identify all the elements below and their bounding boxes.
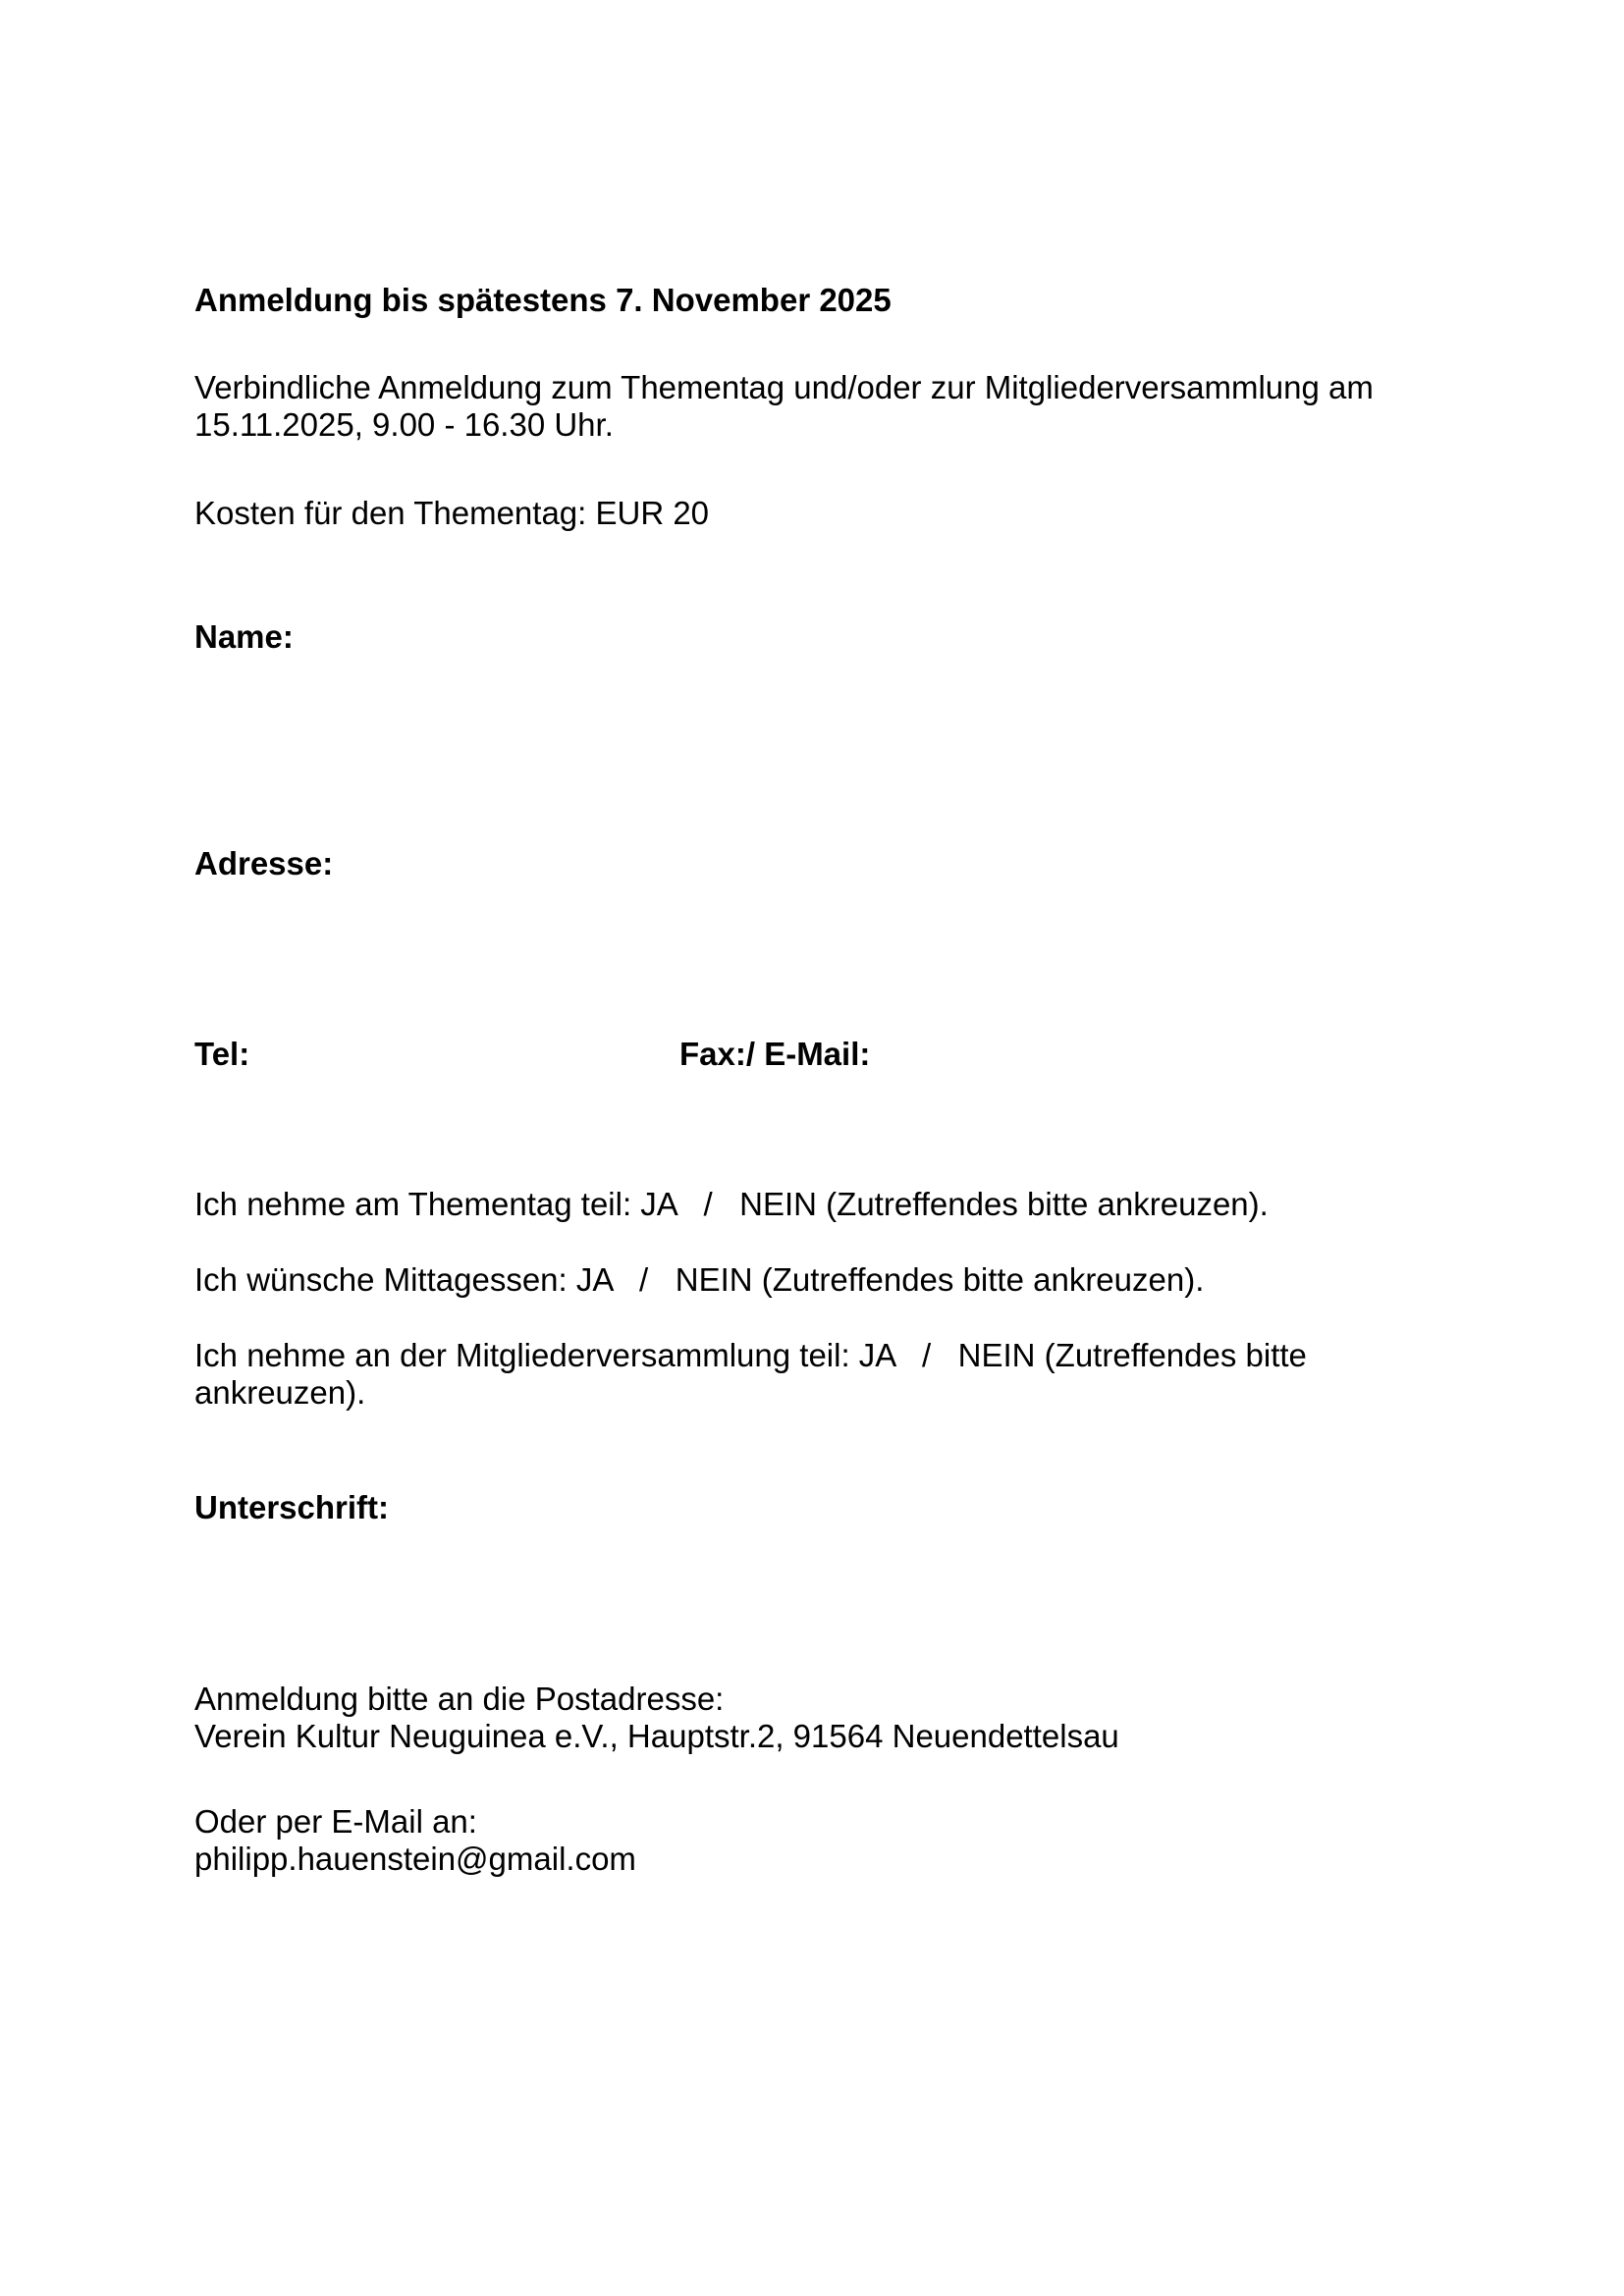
fax-email-label: Fax:/ E-Mail:: [679, 1036, 871, 1072]
question-mittagessen: Ich wünsche Mittagessen: JA / NEIN (Zutreffendes bitte ankreuzen).: [194, 1261, 1205, 1298]
intro-text-line-2: 15.11.2025, 9.00 - 16.30 Uhr.: [194, 406, 614, 443]
tel-label: Tel:: [194, 1036, 250, 1072]
address-label: Adresse:: [194, 845, 334, 881]
signature-label: Unterschrift:: [194, 1489, 390, 1525]
question-thementag: Ich nehme am Thementag teil: JA / NEIN (Zutreffendes bitte ankreuzen).: [194, 1186, 1269, 1222]
postal-instruction: Anmeldung bitte an die Postadresse:: [194, 1681, 725, 1717]
intro-text-line-1: Verbindliche Anmeldung zum Thementag und/oder zur Mitgliederversammlung am: [194, 369, 1374, 405]
name-label: Name:: [194, 618, 294, 655]
email-address: philipp.hauenstein@gmail.com: [194, 1841, 636, 1877]
question-mitgliederversammlung-line-1: Ich nehme an der Mitgliederversammlung teil: JA / NEIN (Zutreffendes bitte: [194, 1337, 1307, 1373]
question-mitgliederversammlung-line-2: ankreuzen).: [194, 1374, 366, 1411]
postal-address: Verein Kultur Neuguinea e.V., Hauptstr.2, 91564 Neuendettelsau: [194, 1718, 1119, 1754]
costs-text: Kosten für den Thementag: EUR 20: [194, 495, 710, 531]
email-instruction: Oder per E-Mail an:: [194, 1803, 477, 1840]
deadline-heading: Anmeldung bis spätestens 7. November 2025: [194, 282, 892, 318]
